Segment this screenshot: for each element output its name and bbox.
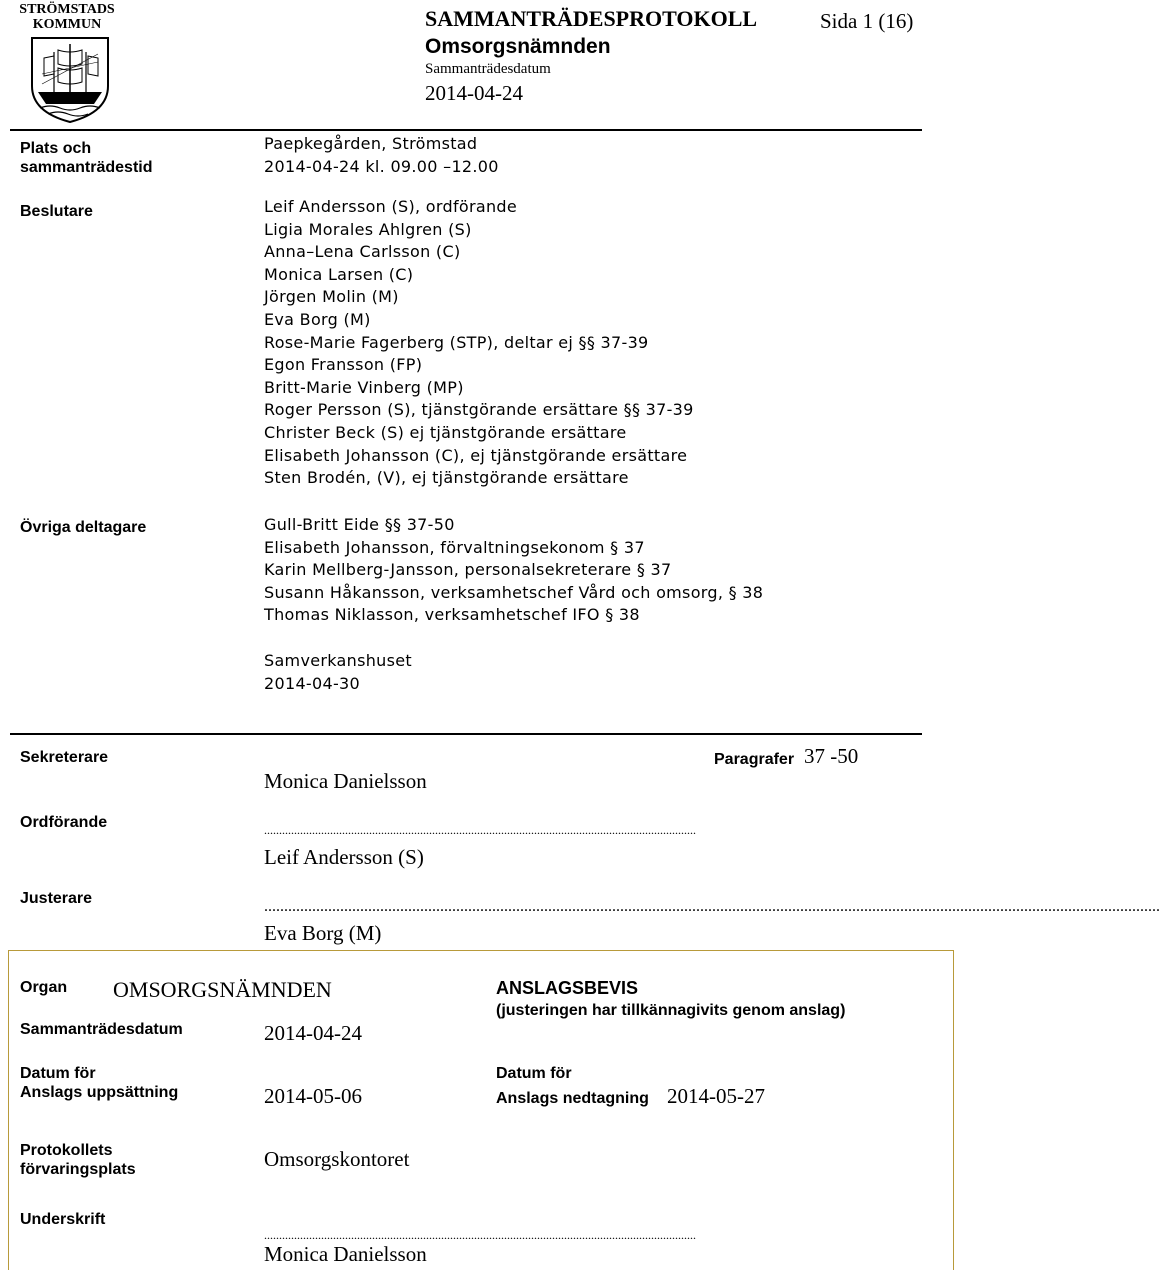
page-number: Sida 1 (16)	[820, 9, 914, 33]
signature-line: ................................................................................................................................................	[264, 1228, 696, 1242]
meeting-date-label-notice: Sammanträdesdatum	[20, 1021, 183, 1038]
list-item: Ligia Morales Ahlgren (S)	[264, 219, 472, 239]
secretary-label: Sekreterare	[20, 749, 109, 766]
place-time-label	[20, 139, 153, 177]
list-item: Gull-Britt Eide §§ 37-50	[264, 515, 455, 534]
adjuster-label: Justerare	[20, 890, 93, 907]
list-item: Rose-Marie Fagerberg (STP), deltar ej §§ 37-39	[264, 332, 649, 352]
list-item: Egon Fransson (FP)	[264, 355, 423, 375]
removal-date: 2014-05-27	[667, 1084, 765, 1108]
posting-date-label-line1: Datum för	[20, 1065, 96, 1082]
notice-subheading: (justeringen har tillkännagivits genom anslag)	[496, 1002, 846, 1019]
meeting-date-label: Sammanträdesdatum	[425, 61, 551, 77]
document-title: SAMMANTRÄDESPROTOKOLL	[425, 6, 758, 31]
other-participants-list	[264, 514, 763, 627]
removal-date-label-line1: Datum för	[496, 1065, 572, 1082]
meeting-date: 2014-04-24	[425, 81, 523, 105]
list-item: Thomas Niklasson, verksamhetschef IFO § 38	[264, 605, 640, 625]
meeting-date-notice: 2014-04-24	[264, 1021, 362, 1045]
decision-makers-list	[264, 196, 694, 490]
paragraphs-label: Paragrafer	[714, 751, 795, 768]
posting-date: 2014-05-06	[264, 1084, 362, 1108]
chairman-signature-line: ................................................................................................................................................	[264, 823, 696, 837]
chairman-name: Leif Andersson (S)	[264, 845, 424, 869]
list-item: Jörgen Molin (M)	[264, 287, 399, 307]
signature-label: Underskrift	[20, 1211, 106, 1228]
municipality-name-line1: STRÖMSTADS	[19, 2, 115, 17]
signatures-divider	[10, 733, 922, 735]
header-divider	[10, 129, 922, 131]
list-item: Roger Persson (S), tjänstgörande ersättare §§ 37-39	[264, 400, 694, 420]
organ-label: Organ	[20, 979, 68, 996]
storage-place-label-line1: Protokollets	[20, 1142, 113, 1159]
paragraphs-value: 37 -50	[804, 744, 859, 768]
secretary-name: Monica Danielsson	[264, 769, 427, 793]
storage-place-label	[20, 1141, 136, 1179]
adjustment-date: 2014-04-30	[264, 674, 360, 693]
list-item: Anna–Lena Carlsson (C)	[264, 242, 461, 262]
municipality-name	[4, 2, 130, 32]
municipality-name-line2: KOMMUN	[32, 17, 102, 32]
list-item: Susann Håkansson, verksamhetschef Vård och omsorg, § 38	[264, 582, 764, 602]
adjuster-signature-line: ................................................................................................................................................................................................................................	[264, 898, 1160, 915]
meeting-location: Paepkegården, Strömstad	[264, 134, 478, 153]
list-item: Sten Brodén, (V), ej tjänstgörande ersättare	[264, 468, 629, 488]
posting-date-label	[20, 1064, 178, 1102]
other-participants-label: Övriga deltagare	[20, 519, 147, 536]
list-item: Britt-Marie Vinberg (MP)	[264, 377, 464, 397]
chairman-label: Ordförande	[20, 814, 108, 831]
storage-place-label-line2: förvaringsplats	[20, 1161, 136, 1178]
list-item: Eva Borg (M)	[264, 309, 371, 329]
list-item: Leif Andersson (S), ordförande	[264, 197, 517, 216]
notice-heading: ANSLAGSBEVIS	[496, 978, 639, 998]
list-item: Monica Larsen (C)	[264, 264, 414, 284]
coat-of-arms-logo	[28, 34, 112, 124]
storage-place: Omsorgskontoret	[264, 1147, 410, 1171]
list-item: Elisabeth Johansson (C), ej tjänstgörande ersättare	[264, 445, 688, 465]
posting-date-label-line2: Anslags uppsättning	[20, 1084, 179, 1101]
place-time-label-line1: Plats och	[20, 140, 92, 157]
removal-date-label-line2: Anslags nedtagning	[496, 1090, 649, 1107]
organ-value: OMSORGSNÄMNDEN	[113, 977, 332, 1002]
list-item: Christer Beck (S) ej tjänstgörande ersättare	[264, 422, 627, 442]
decision-makers-label: Beslutare	[20, 203, 93, 220]
committee-name: Omsorgsnämnden	[425, 35, 611, 58]
adjuster-name: Eva Borg (M)	[264, 921, 382, 945]
place-time-label-line2: sammanträdestid	[20, 159, 153, 176]
removal-date-label	[496, 1064, 649, 1108]
list-item: Elisabeth Johansson, förvaltningsekonom § 37	[264, 537, 645, 557]
meeting-time: 2014-04-24 kl. 09.00 –12.00	[264, 157, 499, 176]
signature-name: Monica Danielsson	[264, 1242, 427, 1266]
adjustment-place: Samverkanshuset	[264, 651, 412, 670]
list-item: Karin Mellberg-Jansson, personalsekreterare § 37	[264, 560, 672, 580]
